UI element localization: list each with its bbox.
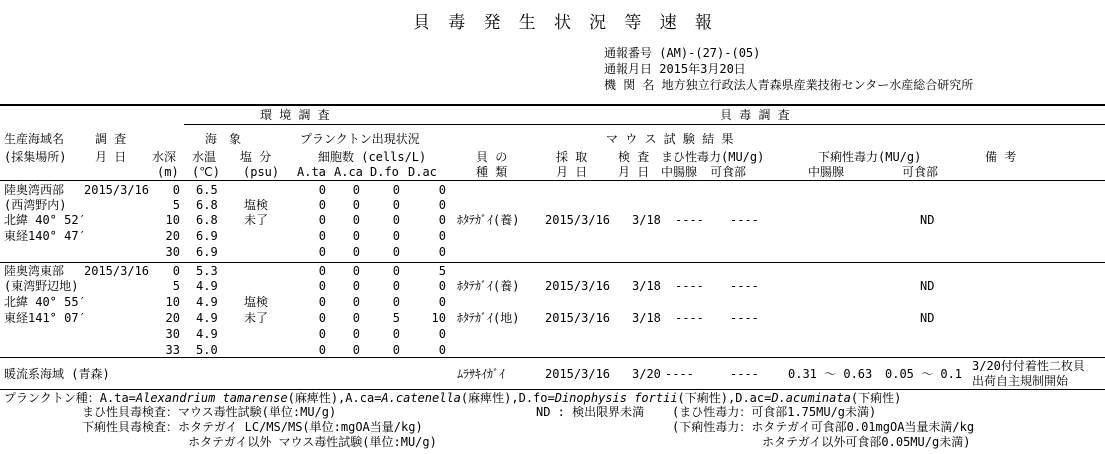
- cell-ata: 0: [318, 279, 326, 293]
- table-top-rule: [0, 104, 1105, 106]
- col-depth-l1: 水深: [152, 150, 177, 164]
- col-dsp-a: 中腸腺: [808, 165, 845, 179]
- col-wtemp-l2: 水温: [192, 150, 217, 164]
- toxin-collect: 2015/3/16: [545, 279, 611, 293]
- cell-dac: 0: [438, 198, 446, 212]
- cell-temp: 6.8: [196, 198, 218, 212]
- col-dac: D.ac: [408, 165, 437, 179]
- cell-ata: 0: [318, 183, 326, 197]
- cell-temp: 6.8: [196, 213, 218, 227]
- col-area-l1: 生産海域名: [4, 132, 65, 146]
- cell-depth: 20: [165, 229, 180, 243]
- dsp-method-note: 下痢性貝毒検査：ホタテガイ LC/MS/MS(単位:mgOA当量/kg): [82, 420, 423, 434]
- cell-depth: 33: [165, 343, 180, 357]
- section-rule-2: [0, 357, 1105, 358]
- cell-dac: 0: [438, 213, 446, 227]
- warm-dsp-2: 0.05 ～ 0.1: [885, 367, 963, 381]
- cell-ata: 0: [318, 245, 326, 259]
- env-survey-rule: [184, 124, 454, 125]
- cell-temp: 4.9: [196, 327, 218, 341]
- toxin-psp-a: ----: [675, 279, 704, 293]
- cell-aca: 0: [352, 183, 360, 197]
- toxin-collect: 2015/3/16: [545, 311, 611, 325]
- col-collect-l2: 月 日: [556, 165, 588, 179]
- cell-dfo: 0: [392, 343, 400, 357]
- col-ata: A.ta: [297, 165, 326, 179]
- agency-name: 機 関 名 地方独立行政法人青森県産業技術センター水産総合研究所: [604, 78, 974, 92]
- cell-dfo: 0: [392, 264, 400, 278]
- toxin-species: ﾎﾀﾃｶﾞｲ(地): [457, 311, 520, 325]
- warm-psp-a: ----: [665, 367, 694, 381]
- toxin-dsp-b: ND: [920, 213, 935, 227]
- col-sea-l1: 海 象: [205, 132, 242, 146]
- toxin-psp-a: ----: [675, 311, 704, 325]
- col-plankton-l2: 細胞数 (cells/L): [318, 150, 427, 164]
- cell-area: 東経141° 07′: [4, 311, 86, 325]
- col-shell-l2: 種 類: [476, 165, 508, 179]
- cell-aca: 0: [352, 327, 360, 341]
- cell-temp: 6.5: [196, 183, 218, 197]
- section-rule-1: [0, 262, 1105, 263]
- cell-area: 北緯 40° 52′: [4, 213, 86, 227]
- cell-dac: 0: [438, 183, 446, 197]
- toxin-dsp-b: ND: [920, 279, 935, 293]
- cell-area: 陸奥湾東部: [4, 264, 65, 278]
- cell-area: 陸奥湾西部: [4, 183, 65, 197]
- cell-temp: 4.9: [196, 295, 218, 309]
- cell-aca: 0: [352, 213, 360, 227]
- table-bottom-rule: [0, 389, 1105, 390]
- cell-dac: 0: [438, 229, 446, 243]
- cell-dac: 0: [438, 343, 446, 357]
- cell-dfo: 0: [392, 295, 400, 309]
- col-dsp-l1: 下痢性毒力(MU/g): [818, 150, 922, 164]
- toxin-dsp-b: ND: [920, 311, 935, 325]
- col-survey-l2: 月 日: [95, 150, 127, 164]
- cell-depth: 30: [165, 327, 180, 341]
- cell-depth: 5: [172, 279, 180, 293]
- report-date: 通報月日 2015年3月20日: [604, 62, 746, 76]
- cell-aca: 0: [352, 311, 360, 325]
- toxin-insp: 3/18: [632, 311, 661, 325]
- cell-depth: 0: [172, 264, 180, 278]
- cell-temp: 5.3: [196, 264, 218, 278]
- cell-temp: 4.9: [196, 279, 218, 293]
- cell-sal: 塩検: [244, 198, 269, 212]
- cell-sal: 未了: [244, 311, 269, 325]
- dsp-regulation-note: (下痢性毒力：ホタテガイ可食部0.01mgOA当量未満/kg: [672, 420, 975, 434]
- cell-aca: 0: [352, 264, 360, 278]
- cell-depth: 5: [172, 198, 180, 212]
- cell-aca: 0: [352, 295, 360, 309]
- cell-dfo: 0: [392, 327, 400, 341]
- toxin-species: ﾎﾀﾃｶﾞｲ(養): [457, 279, 520, 293]
- cell-depth: 0: [172, 183, 180, 197]
- cell-depth: 30: [165, 245, 180, 259]
- cell-sal: 塩検: [244, 295, 269, 309]
- dfo-scientific-name: Dinophysis fortii: [554, 391, 678, 405]
- cell-depth: 10: [165, 213, 180, 227]
- cell-area: 東経140° 47′: [4, 229, 86, 243]
- col-insp-l2: 月 日: [618, 165, 650, 179]
- cell-ata: 0: [318, 198, 326, 212]
- toxin-psp-b: ----: [730, 311, 759, 325]
- cell-depth: 10: [165, 295, 180, 309]
- toxin-insp: 3/18: [632, 213, 661, 227]
- cell-dac: 0: [438, 279, 446, 293]
- cell-dfo: 0: [392, 198, 400, 212]
- toxin-species: ﾎﾀﾃｶﾞｲ(養): [457, 213, 520, 227]
- cell-aca: 0: [352, 198, 360, 212]
- col-psp-b: 可食部: [710, 165, 747, 179]
- cell-temp: 4.9: [196, 311, 218, 325]
- col-area-l2: (採集場所): [4, 150, 67, 164]
- cell-dac: 10: [431, 311, 446, 325]
- cell-temp: 6.9: [196, 245, 218, 259]
- cell-date: 2015/3/16: [84, 264, 150, 278]
- cell-area: (西湾野内): [4, 198, 67, 212]
- cell-dac: 5: [438, 264, 446, 278]
- cell-area: 北緯 40° 55′: [4, 295, 86, 309]
- psp-method-note: まひ性貝毒検査：マウス毒性試験(単位:MU/g): [82, 405, 337, 419]
- document-title: 貝 毒 発 生 状 況 等 速 報: [413, 13, 716, 33]
- cell-temp: 5.0: [196, 343, 218, 357]
- cell-ata: 0: [318, 213, 326, 227]
- toxin-survey-rule: [454, 124, 1105, 125]
- warm-remark-1: 3/20付付着性二枚貝: [972, 359, 1085, 373]
- cell-date: 2015/3/16: [84, 183, 150, 197]
- cell-aca: 0: [352, 229, 360, 243]
- toxin-survey-header: 貝 毒 調 査: [720, 108, 790, 122]
- col-insp-l1: 検 査: [618, 150, 650, 164]
- plankton-species-note: プランクトン種：A.ta=Alexandrium tamarense(麻痺性),A.ca=A.catenella(麻痺性),D.fo=Dinophysis fortii(下痢性),D.ac=D.acuminata(下痢性): [4, 391, 902, 405]
- cell-ata: 0: [318, 264, 326, 278]
- report-number: 通報番号 (AM)-(27)-(05): [604, 46, 761, 60]
- toxin-psp-b: ----: [730, 213, 759, 227]
- cell-dfo: 0: [392, 245, 400, 259]
- cell-ata: 0: [318, 327, 326, 341]
- cell-ata: 0: [318, 343, 326, 357]
- cell-ata: 0: [318, 311, 326, 325]
- dsp-regulation-note-2: ホタテガイ以外可食部0.05MU/g未満): [762, 435, 971, 449]
- col-psp-a: 中腸腺: [661, 165, 698, 179]
- cell-dfo: 0: [392, 279, 400, 293]
- cell-ata: 0: [318, 295, 326, 309]
- col-survey-l1: 調 査: [95, 132, 127, 146]
- cell-dac: 0: [438, 327, 446, 341]
- col-wtemp-l3: (℃): [192, 165, 220, 179]
- col-sal-l2: 塩 分: [240, 150, 272, 164]
- col-plankton-l1: プランクトン出現状況: [300, 132, 420, 146]
- cell-aca: 0: [352, 279, 360, 293]
- col-shell-l1: 貝 の: [476, 150, 508, 164]
- dac-scientific-name: D.acuminata: [771, 391, 851, 405]
- cell-aca: 0: [352, 245, 360, 259]
- cell-dfo: 0: [392, 213, 400, 227]
- warm-remark-2: 出荷自主規制開始: [972, 374, 1069, 388]
- cell-depth: 20: [165, 311, 180, 325]
- cell-dfo: 0: [392, 229, 400, 243]
- cell-sal: 未了: [244, 213, 269, 227]
- ata-scientific-name: Alexandrium tamarense: [135, 391, 288, 405]
- col-sal-l3: (psu): [243, 165, 280, 179]
- plankton-label: プランクトン種：: [4, 391, 100, 405]
- warm-collect: 2015/3/16: [545, 367, 611, 381]
- cell-dfo: 5: [392, 311, 400, 325]
- toxin-collect: 2015/3/16: [545, 213, 611, 227]
- aca-scientific-name: A.catenella: [381, 391, 461, 405]
- nd-note: ND : 検出限界未満: [536, 405, 645, 419]
- cell-dac: 0: [438, 245, 446, 259]
- col-remarks: 備 考: [985, 150, 1017, 164]
- cell-area: (東湾野辺地): [4, 279, 79, 293]
- warm-insp: 3/20: [632, 367, 661, 381]
- col-dfo: D.fo: [370, 165, 399, 179]
- warm-species: ﾑﾗｻｷｲｶﾞｲ: [457, 367, 506, 381]
- warm-dsp: 0.31 ～ 0.63: [788, 367, 873, 381]
- psp-regulation-note: (まひ性毒力：可食部1.75MU/g未満): [672, 405, 877, 419]
- cell-dfo: 0: [392, 183, 400, 197]
- col-mouse-header: マ ウ ス 試 験 結 果: [606, 132, 734, 146]
- cell-aca: 0: [352, 343, 360, 357]
- col-depth-l2: (m): [157, 165, 179, 179]
- warm-area: 暖流系海域 (青森): [4, 367, 110, 381]
- col-dsp-b: 可食部: [902, 165, 939, 179]
- warm-psp-b: ----: [730, 367, 759, 381]
- header-bottom-rule: [0, 180, 1105, 181]
- col-psp-l1: まひ性毒力(MU/g): [661, 150, 765, 164]
- col-aca: A.ca: [334, 165, 363, 179]
- cell-temp: 6.9: [196, 229, 218, 243]
- dsp-method-note-2: ホタテガイ以外 マウス毒性試験(単位:MU/g): [188, 435, 437, 449]
- env-survey-header: 環 境 調 査: [260, 108, 330, 122]
- cell-ata: 0: [318, 229, 326, 243]
- col-collect-l1: 採 取: [556, 150, 588, 164]
- cell-dac: 0: [438, 295, 446, 309]
- toxin-psp-a: ----: [675, 213, 704, 227]
- toxin-insp: 3/18: [632, 279, 661, 293]
- toxin-psp-b: ----: [730, 279, 759, 293]
